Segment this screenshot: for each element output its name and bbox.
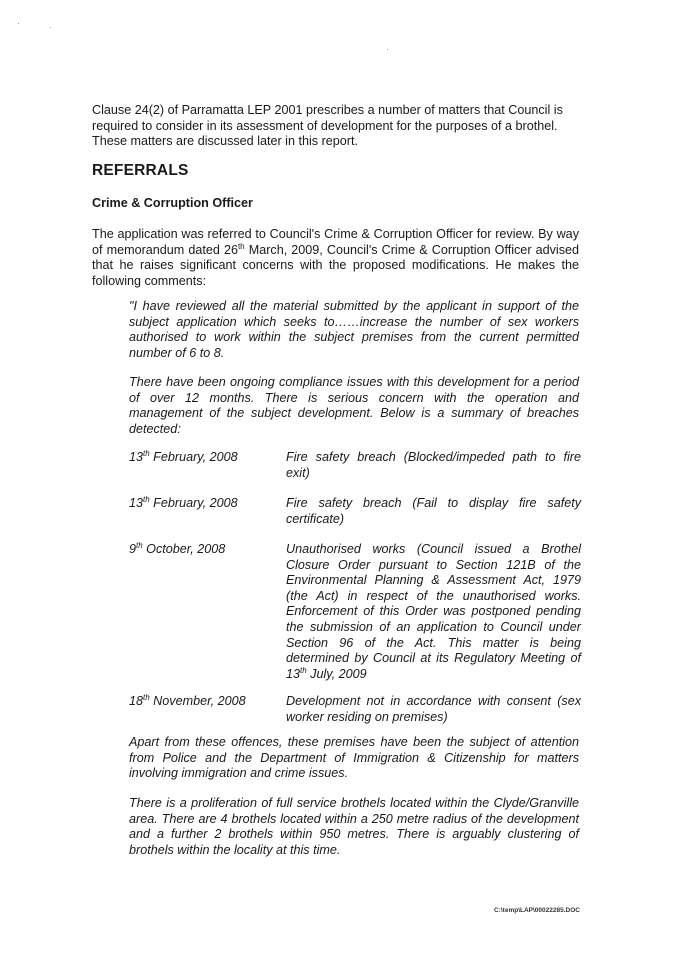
quote-paragraph: There have been ongoing compliance issues with this development for a period of over 12 months. There is serious concern with the operation and management of the subject development. Below is a summary of breaches detected: <box>129 375 579 436</box>
breach-description: Fire safety breach (Fail to display fire safety certificate) <box>286 496 581 526</box>
table-row <box>129 496 581 542</box>
footer-file-path: C:\temp\LAP\00022285.DOC <box>494 907 580 914</box>
breach-table <box>129 450 581 725</box>
breach-description: Fire safety breach (Blocked/impeded path to fire exit) <box>286 450 581 480</box>
breach-date: 13th February, 2008 <box>129 494 238 510</box>
scan-speck <box>50 27 51 28</box>
intro-paragraph: Clause 24(2) of Parramatta LEP 2001 prescribes a number of matters that Council is required to consider in its assessment of development for the purposes of a brothel. These matters are discussed later in this report. <box>92 103 563 149</box>
scan-speck <box>18 23 19 24</box>
quote-paragraph: Apart from these offences, these premises have been the subject of attention from Police and the Department of Immigration & Citizenship for matters involving immigration and crime issues. <box>129 735 579 781</box>
breach-date: 9th October, 2008 <box>129 540 226 556</box>
breach-description: Development not in accordance with consent (sex worker residing on premises) <box>286 694 581 724</box>
scan-speck <box>387 49 388 50</box>
breach-description: Unauthorised works (Council issued a Brothel Closure Order pursuant to Section 121B of the Environmental Planning & Assessment Act, 1979 (the Act) in respect of the unauthorised works. Enforcement of this Order was postponed pending the submission of an application to Council under Section 96 of the Act. This matter is being determined by Council at its Regulatory Meeting of 13th July, 2009 <box>286 542 581 681</box>
breach-date: 18th November, 2008 <box>129 692 246 708</box>
quote-paragraph: "I have reviewed all the material submitted by the applicant in support of the subject application which seeks to……increase the number of sex workers authorised to work within the subject premises from the current permitted number of 6 to 8. <box>129 299 579 360</box>
table-row <box>129 542 581 694</box>
quote-paragraph: There is a proliferation of full service brothels located within the Clyde/Granville area. There are 4 brothels located within a 250 metre radius of the development and a further 2 brothels within 950 metres. There is arguably clustering of brothels within the locality at this time. <box>129 796 579 857</box>
referral-paragraph: The application was referred to Council's Crime & Corruption Officer for review. By way of memorandum dated 26th March, 2009, Council's Crime & Corruption Officer advised that he raises significant concerns with the proposed modifications. He makes the following comments: <box>92 227 579 288</box>
section-heading: REFERRALS <box>92 162 189 179</box>
breach-date: 13th February, 2008 <box>129 448 238 464</box>
table-row <box>129 694 581 725</box>
subsection-heading: Crime & Corruption Officer <box>92 196 253 210</box>
table-row <box>129 450 581 496</box>
